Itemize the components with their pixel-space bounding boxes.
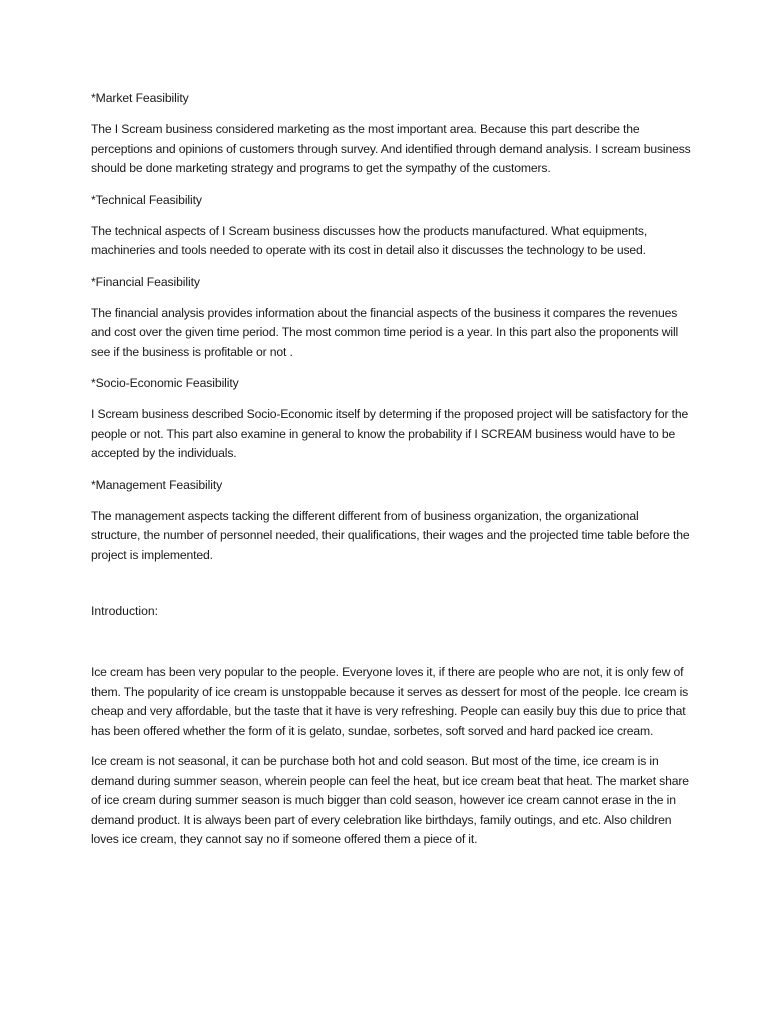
section-body-management: The management aspects tacking the different different from of business organization, the organizational structure, the number of personnel needed, their qualifications, their wages and the projected time table before the project is implemented. (91, 508, 690, 562)
introduction-paragraph-2: Ice cream is not seasonal, it can be purchase both hot and cold season. But most of the time, ice cream is in demand during summer season, wherein people can feel the heat, but ice cream beat that heat. The market share of ice cream during summer season is much bigger than cold season, however ice cream cannot erase in the in demand product. It is always been part of every celebration like birthdays, family outings, and etc. Also children loves ice cream, they cannot say no if someone offered them a piece of it. (91, 754, 689, 846)
introduction-heading: Introduction: (91, 604, 159, 618)
section-heading-technical: *Technical Feasibility (91, 192, 202, 207)
section-heading-socio-economic: *Socio-Economic Feasibility (91, 376, 239, 390)
section-body-market: The I Scream business considered marketing as the most important area. Because this part describe the perceptions and opinions of customers through survey. And identified through demand analysis. I scream business should be done marketing strategy and programs to get the sympathy of the customers. (91, 122, 691, 175)
section-body-technical: The technical aspects of I Scream business discusses how the products manufactured. What equipments, machineries and tools needed to operate with its cost in detail also it discusses the technology to be used. (91, 223, 648, 257)
section-heading-market: *Market Feasibility (91, 91, 189, 105)
section-body-financial: The financial analysis provides information about the financial aspects of the business it compares the revenues and cost over the given time period. The most common time period is a year. In this part also the proponents will see if the business is profitable or not . (91, 305, 679, 359)
introduction-paragraph-1: Ice cream has been very popular to the people. Everyone loves it, if there are people who are not, it is only few of them. The popularity of ice cream is unstoppable because it serves as dessert for most of the people. Ice cream is cheap and very affordable, but the taste that it have is very refreshing. People can easily buy this due to price that has been offered whether the form of it is gelato, sundae, sorbetes, soft sorved and hard packed ice cream. (91, 665, 689, 738)
document-body (91, 88, 691, 861)
section-body-socio-economic: I Scream business described Socio-Economic itself by determing if the proposed project will be satisfactory for the people or not. This part also examine in general to know the probability if I SCREAM business would have to be accepted by the individuals. (91, 407, 689, 460)
section-heading-management: *Management Feasibility (91, 477, 223, 492)
section-heading-financial: *Financial Feasibility (91, 274, 200, 289)
